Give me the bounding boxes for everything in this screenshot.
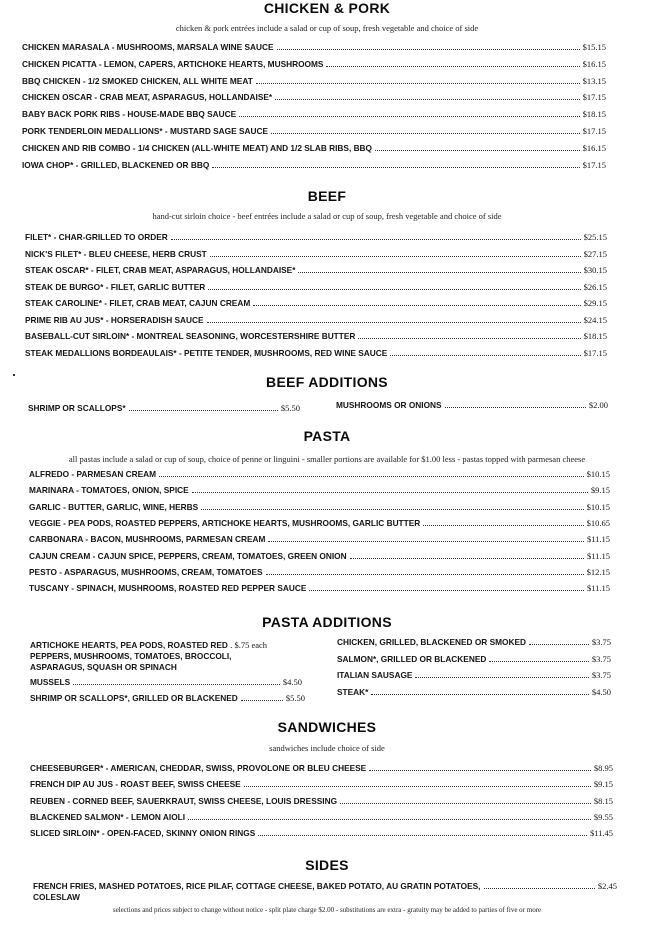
menu-item bbox=[29, 469, 610, 481]
dot-leader bbox=[375, 150, 580, 151]
menu-item bbox=[29, 518, 610, 530]
item-price: $9.55 bbox=[593, 811, 613, 822]
dot-leader bbox=[258, 835, 587, 836]
item-name: SLICED SIRLOIN* - OPEN-FACED, SKINNY ONION RINGS bbox=[30, 828, 256, 839]
item-price: $27.15 bbox=[583, 248, 607, 259]
item-name: FRENCH DIP AU JUS - ROAST BEEF, SWISS CHEESE bbox=[30, 779, 241, 790]
item-price: $17.15 bbox=[583, 347, 607, 358]
dot-leader bbox=[201, 509, 583, 510]
dot-leader bbox=[239, 116, 579, 117]
veg-line-2: PEPPERS, MUSHROOMS, TOMATOES, BROCCOLI, bbox=[30, 651, 232, 661]
item-name: CHICKEN, GRILLED, BLACKENED OR SMOKED bbox=[337, 637, 526, 647]
item-price: $11.45 bbox=[589, 828, 613, 839]
item-name: CHICKEN AND RIB COMBO - 1/4 CHICKEN (ALL-WHITE MEAT) AND 1/2 SLAB RIBS, BBQ bbox=[22, 142, 373, 153]
item-name: REUBEN - CORNED BEEF, SAUERKRAUT, SWISS CHEESE, LOUIS DRESSING bbox=[30, 795, 338, 806]
sandwiches-heading: SANDWICHES bbox=[277, 719, 377, 735]
item-price: $18.15 bbox=[582, 109, 606, 120]
footer-note: selections and prices subject to change without notice - split plate charge $2.00 - substitutions are extra - gratuity may be added to parties of five or more bbox=[112, 906, 542, 914]
item-price: $8.15 bbox=[593, 795, 613, 806]
menu-item bbox=[30, 677, 302, 689]
dot-leader bbox=[266, 574, 584, 575]
menu-item bbox=[25, 315, 607, 327]
item-name: MUSSELS bbox=[30, 677, 71, 687]
item-name: CHICKEN MARASALA - MUSHROOMS, MARSALA WINE SAUCE bbox=[22, 42, 274, 52]
sandwiches-note: sandwiches include choice of side bbox=[269, 743, 385, 753]
item-name: SHRIMP OR SCALLOPS*, GRILLED OR BLACKENED bbox=[30, 693, 238, 703]
item-name: VEGGIE - PEA PODS, ROASTED PEPPERS, ARTICHOKE HEARTS, MUSHROOMS, GARLIC BUTTER bbox=[29, 517, 421, 528]
dot-leader bbox=[244, 786, 591, 787]
item-price: $3.75 bbox=[591, 653, 611, 664]
item-price: $16.15 bbox=[582, 142, 606, 153]
menu-item bbox=[25, 232, 607, 244]
item-price: $16.15 bbox=[582, 58, 606, 69]
item-price: $5.50 bbox=[285, 693, 305, 703]
dot-leader bbox=[159, 476, 584, 477]
sides-line-2: COLESLAW bbox=[33, 892, 81, 902]
dot-leader bbox=[358, 338, 580, 339]
dot-leader bbox=[210, 256, 581, 257]
item-name: ALFREDO - PARMESAN CREAM bbox=[29, 469, 157, 479]
item-name: MARINARA - TOMATOES, ONION, SPICE bbox=[29, 485, 189, 496]
item-price: $17.15 bbox=[582, 159, 606, 170]
item-price: $3.75 bbox=[591, 637, 611, 647]
menu-item bbox=[337, 687, 611, 699]
item-price: $5.50 bbox=[280, 403, 300, 413]
item-name: NICK'S FILET* - BLEU CHEESE, HERB CRUST bbox=[25, 248, 207, 259]
menu-item bbox=[22, 126, 606, 138]
menu-item bbox=[25, 331, 607, 343]
item-name: SHRIMP OR SCALLOPS* bbox=[28, 403, 126, 413]
item-price: $30.15 bbox=[583, 265, 607, 275]
menu-item bbox=[30, 812, 613, 824]
menu-item bbox=[25, 249, 607, 261]
dot-leader bbox=[271, 133, 580, 134]
dot-leader bbox=[73, 684, 280, 685]
menu-item bbox=[25, 348, 607, 360]
pasta-additions-heading: PASTA ADDITIONS bbox=[262, 614, 392, 630]
dot-leader bbox=[192, 492, 588, 493]
dot-leader bbox=[489, 661, 589, 662]
item-name: CHEESEBURGER* - AMERICAN, CHEDDAR, SWISS, PROVOLONE OR BLEU CHEESE bbox=[30, 763, 367, 773]
dot-leader bbox=[298, 272, 580, 273]
dot-leader bbox=[275, 99, 579, 100]
sides-heading: SIDES bbox=[305, 857, 349, 873]
item-price: $24.15 bbox=[583, 314, 607, 325]
item-name: FILET* - CHAR-GRILLED TO ORDER bbox=[25, 232, 168, 242]
item-name: GARLIC - BUTTER, GARLIC, WINE, HERBS bbox=[29, 501, 199, 512]
menu-item bbox=[22, 76, 606, 88]
item-name: MUSHROOMS OR ONIONS bbox=[336, 400, 442, 410]
item-name: BBQ CHICKEN - 1/2 SMOKED CHICKEN, ALL WHITE MEAT bbox=[22, 75, 253, 86]
menu-item bbox=[337, 637, 611, 649]
dot-leader bbox=[207, 322, 581, 323]
item-price: $10.65 bbox=[586, 517, 610, 528]
menu-item bbox=[337, 670, 611, 682]
menu-item bbox=[30, 763, 613, 775]
dot-leader bbox=[423, 525, 583, 526]
menu-item bbox=[22, 160, 606, 172]
veg-line-3: ASPARAGUS, SQUASH OR SPINACH bbox=[30, 662, 177, 672]
sides-item bbox=[33, 881, 617, 903]
item-name: PRIME RIB AU JUS* - HORSERADISH SAUCE bbox=[25, 314, 204, 325]
item-price: $8.95 bbox=[593, 763, 613, 773]
item-price: $2.00 bbox=[588, 400, 608, 410]
dot-leader bbox=[369, 770, 591, 771]
menu-item bbox=[29, 583, 610, 595]
item-name: PORK TENDERLOIN MEDALLIONS* - MUSTARD SAGE SAUCE bbox=[22, 126, 268, 136]
dot-leader bbox=[256, 83, 580, 84]
item-price: $26.15 bbox=[583, 281, 607, 292]
item-price: $25.15 bbox=[583, 232, 607, 242]
item-name: STEAK CAROLINE* - FILET, CRAB MEAT, CAJUN CREAM bbox=[25, 298, 251, 308]
dot-leader bbox=[415, 677, 588, 678]
dot-leader bbox=[129, 410, 278, 411]
dot-leader bbox=[340, 803, 591, 804]
item-price: $29.15 bbox=[583, 298, 607, 308]
sides-line-1: FRENCH FRIES, MASHED POTATOES, RICE PILAF, COTTAGE CHEESE, BAKED POTATO, AU GRATIN POTATOES, bbox=[33, 881, 481, 891]
item-name: BASEBALL-CUT SIRLOIN* - MONTREAL SEASONING, WORCESTERSHIRE BUTTER bbox=[25, 331, 356, 341]
dot-leader bbox=[371, 694, 589, 695]
dot-leader bbox=[529, 644, 589, 645]
item-price: $18.15 bbox=[583, 331, 607, 341]
dot-leader bbox=[484, 888, 594, 889]
dot-leader bbox=[241, 700, 283, 701]
item-price: $10.15 bbox=[586, 469, 610, 479]
dot-leader bbox=[253, 305, 580, 306]
menu-item bbox=[22, 42, 606, 54]
vegetable-additions bbox=[30, 640, 320, 673]
item-price: $12.15 bbox=[586, 566, 610, 577]
item-price: $9.15 bbox=[593, 779, 613, 790]
menu-item bbox=[30, 779, 613, 791]
item-price: $17.15 bbox=[582, 92, 606, 103]
menu-item bbox=[336, 400, 608, 412]
item-price: $11.15 bbox=[586, 534, 610, 545]
veg-line-1: ARTICHOKE HEARTS, PEA PODS, ROASTED RED bbox=[30, 640, 228, 650]
menu-item bbox=[29, 551, 610, 563]
dot-leader bbox=[171, 239, 581, 240]
dot-leader bbox=[309, 590, 584, 591]
item-price: $10.15 bbox=[586, 501, 610, 512]
beef-note: hand-cut sirloin choice - beef entrées include a salad or cup of soup, fresh vegetable and choice of side bbox=[152, 211, 502, 221]
chicken-pork-note: chicken & pork entrées include a salad or cup of soup, fresh vegetable and choice of side bbox=[175, 23, 479, 33]
pasta-note: all pastas include a salad or cup of soup, choice of penne or linguini - smaller portions are available for $1.00 less - pastas topped with parmesan cheese bbox=[68, 454, 586, 464]
item-name: STEAK DE BURGO* - FILET, GARLIC BUTTER bbox=[25, 281, 206, 292]
chicken-pork-heading: CHICKEN & PORK bbox=[263, 0, 391, 16]
menu-item bbox=[22, 92, 606, 104]
dot-leader bbox=[277, 49, 580, 50]
beef-heading: BEEF bbox=[307, 188, 347, 204]
item-name: ITALIAN SAUSAGE bbox=[337, 670, 413, 680]
item-price: $3.75 bbox=[591, 670, 611, 680]
dot-leader bbox=[208, 289, 580, 290]
item-price: $13.15 bbox=[582, 75, 606, 86]
menu-item bbox=[25, 298, 607, 310]
item-name: BLACKENED SALMON* - LEMON AIOLI bbox=[30, 811, 186, 822]
item-name: STEAK MEDALLIONS BORDEAULAIS* - PETITE TENDER, MUSHROOMS, RED WINE SAUCE bbox=[25, 347, 388, 358]
item-name: STEAK* bbox=[337, 686, 369, 697]
item-name: STEAK OSCAR* - FILET, CRAB MEAT, ASPARAGUS, HOLLANDAISE* bbox=[25, 265, 296, 275]
dot-leader bbox=[212, 167, 579, 168]
menu-item bbox=[30, 693, 305, 705]
item-price: $17.15 bbox=[582, 126, 606, 136]
menu-item bbox=[29, 567, 610, 579]
menu-item bbox=[22, 109, 606, 121]
item-name: CARBONARA - BACON, MUSHROOMS, PARMESAN CREAM bbox=[29, 534, 266, 545]
menu-item bbox=[22, 59, 606, 71]
dot-leader bbox=[188, 819, 591, 820]
item-price: $15.15 bbox=[582, 42, 606, 52]
dot-leader bbox=[350, 558, 584, 559]
sides-price: $2.45 bbox=[597, 881, 617, 891]
item-name: CAJUN CREAM - CAJUN SPICE, PEPPERS, CREAM, TOMATOES, GREEN ONION bbox=[29, 550, 347, 561]
menu-item bbox=[30, 828, 613, 840]
menu-item bbox=[29, 485, 610, 497]
menu-item bbox=[29, 534, 610, 546]
menu-item bbox=[30, 796, 613, 808]
item-name: CHICKEN OSCAR - CRAB MEAT, ASPARAGUS, HOLLANDAISE* bbox=[22, 92, 273, 103]
item-price: $11.15 bbox=[586, 583, 610, 594]
dot-leader bbox=[445, 407, 586, 408]
veg-each-price: . $.75 each bbox=[230, 640, 268, 650]
item-name: PESTO - ASPARAGUS, MUSHROOMS, CREAM, TOMATOES bbox=[29, 566, 263, 577]
item-price: $4.50 bbox=[282, 677, 302, 687]
pasta-heading: PASTA bbox=[303, 428, 351, 444]
menu-item bbox=[337, 654, 611, 666]
dot-leader bbox=[390, 355, 580, 356]
dot-leader bbox=[268, 541, 583, 542]
beef-additions-heading: BEEF ADDITIONS bbox=[266, 374, 388, 390]
item-name: IOWA CHOP* - GRILLED, BLACKENED OR BBQ bbox=[22, 159, 210, 170]
item-name: CHICKEN PICATTA - LEMON, CAPERS, ARTICHOKE HEARTS, MUSHROOMS bbox=[22, 58, 324, 69]
item-price: $9.15 bbox=[590, 485, 610, 496]
menu-item bbox=[25, 265, 607, 277]
item-name: BABY BACK PORK RIBS - HOUSE-MADE BBQ SAUCE bbox=[22, 109, 237, 120]
item-name: SALMON*, GRILLED OR BLACKENED bbox=[337, 653, 487, 664]
item-name: TUSCANY - SPINACH, MUSHROOMS, ROASTED RED PEPPER SAUCE bbox=[29, 583, 307, 594]
scan-speck bbox=[13, 374, 15, 376]
menu-item bbox=[22, 143, 606, 155]
menu-item bbox=[29, 502, 610, 514]
menu-item bbox=[25, 282, 607, 294]
dot-leader bbox=[326, 66, 579, 67]
item-price: $4.50 bbox=[591, 686, 611, 697]
menu-item bbox=[28, 403, 300, 415]
item-price: $11.15 bbox=[586, 550, 610, 561]
